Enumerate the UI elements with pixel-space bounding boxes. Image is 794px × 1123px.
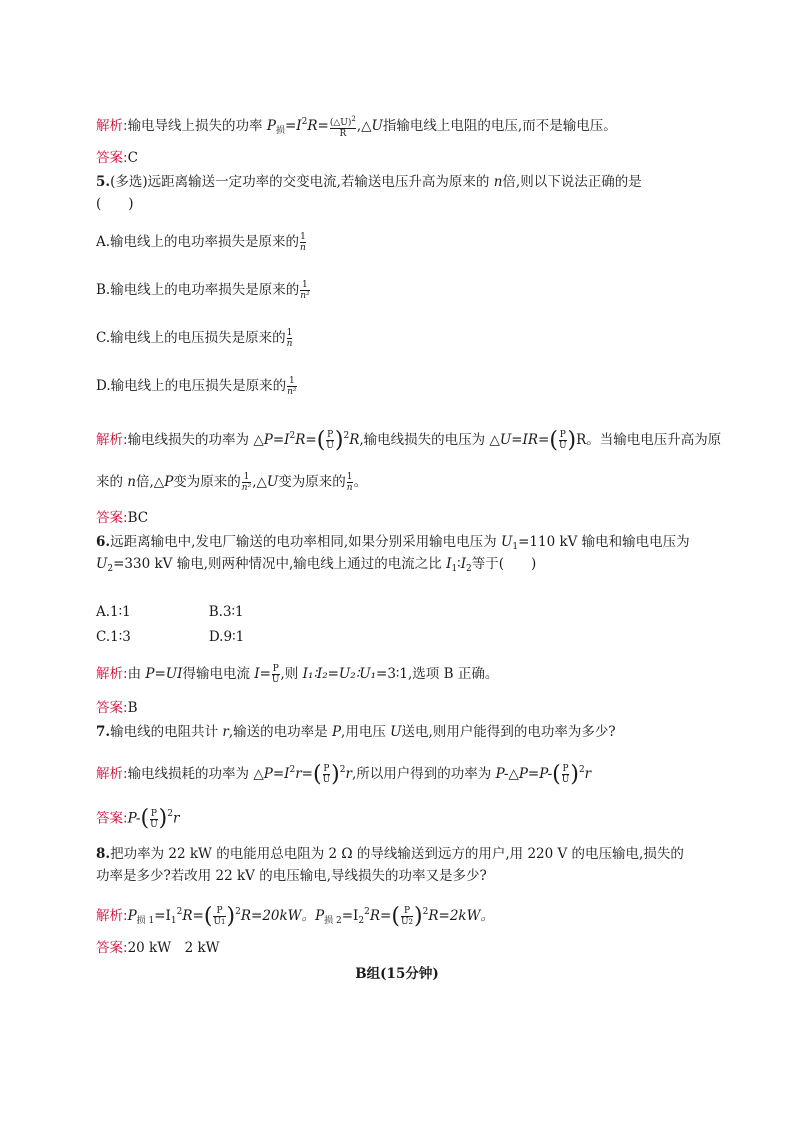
q8-stem-line1: 8.把功率为 22 kW 的电能用总电阻为 2 Ω 的导线输送到远方的用户,用 220 V 的电压输电,损失的 <box>96 846 684 862</box>
q6-option-b: B.3∶1 <box>208 604 244 620</box>
analysis-label: 解析: <box>96 118 128 134</box>
q6-options-row2 <box>96 627 244 647</box>
analysis-label: 解析: <box>96 766 128 782</box>
question-number: 5. <box>96 174 111 190</box>
question-number: 8. <box>96 846 111 862</box>
q5-paren: ( ) <box>96 196 134 212</box>
q6-stem-line1: 6.远距离输电中,发电厂输送的电功率相同,如果分别采用输电电压为 $U_1=110$ kV 输电和输电电压为 <box>96 534 690 552</box>
q4-answer: 答案:C <box>96 150 138 166</box>
q5-option-c: C.输电线上的电压损失是原来的 $\frac{1}{n}$ <box>96 328 293 349</box>
answer-label: 答案: <box>96 700 128 716</box>
q5-analysis-line1: 解析:输电线损失的功率为 $\triangle P=I^2R=$ ( $\frac{P}{U}$ ) 2 R,输电线损失的电压为 △U=IR= ( $\frac{P}{U}$ ) R。当输电电压升高为原 <box>96 427 722 453</box>
q5-option-a: A.输电线上的电功率损失是原来的 $\frac{1}{n}$ <box>96 232 306 253</box>
q5-option-d: D.输电线上的电压损失是原来的 $\frac{1}{\text{n²}}$ <box>96 376 297 397</box>
q6-options-row1 <box>96 602 244 622</box>
analysis-label: 解析: <box>96 666 128 682</box>
q7-stem: 7.输电线的电阻共计 r,输送的电功率是 P,用电压 U送电,则用户能得到的电功率为多少? <box>96 724 616 740</box>
q6-answer: 答案:B <box>96 700 138 716</box>
section-b-title: B组(15分钟) <box>355 966 439 982</box>
q8-analysis: 解析$:P_{损 1}=I_1^2R=$ ( $\frac{P}{U1}$ ) 2 R=20kW。$P_{损 2}=I_2^2R=$ ( $\frac{P}{U2}$ ) 2 R=2kW。 <box>96 903 494 929</box>
answer-label: 答案: <box>96 510 128 526</box>
answer-label: 答案: <box>96 810 128 827</box>
q6-option-c: C.1∶3 <box>96 629 131 645</box>
q7-answer: 答案:P- ( $\frac{P}{U}$ ) 2 r <box>96 806 180 831</box>
q5-stem: 5.(多选)远距离输送一定功率的交变电流,若输送电压升高为原来的 n倍,则以下说法正确的是 <box>96 174 642 190</box>
q5-answer: 答案:BC <box>96 510 149 526</box>
q6-stem-line2: $U_2=330$ kV 输电,则两种情况中,输电线上通过的电流之比 $I_1∶I_2$等于( ) <box>96 556 537 574</box>
q4-analysis: 解析:输电导线上损失的功率 $P_损=I^2R=$ $\frac{(\triangle U)^2}{R}$ ,△U指输电线上电阻的电压,而不是输电压。 <box>96 115 617 139</box>
fraction: $\frac{(\triangle U)^2}{R}$ <box>329 115 356 139</box>
question-number: 6. <box>96 534 111 550</box>
answer-label: 答案: <box>96 940 128 956</box>
question-number: 7. <box>96 724 111 740</box>
q8-answer: 答案:20 kW 2 kW <box>96 940 220 956</box>
q6-analysis: 解析:由 P=UI得输电电流 I= $\frac{P}{U}$ ,则 I₁∶I₂=U₂∶U₁=3∶1,选项 B 正确。 <box>96 664 499 685</box>
q7-analysis: 解析:输电线损耗的功率为 $\triangle P=I^2r=$ ( $\frac{P}{U}$ ) 2 r,所以用户得到的功率为 P-△P=P- ( $\frac{P}{U}$ ) 2 r <box>96 761 592 787</box>
q6-option-d: D.9∶1 <box>208 629 245 645</box>
q5-analysis-line2: 来的 n倍,△P变为原来的 $\frac{1}{\text{n²}}$ ,△U变为原来的 $\frac{1}{n}$ 。 <box>96 472 368 493</box>
q8-stem-line2: 功率是多少?若改用 22 kV 的电压输电,导线损失的功率又是多少? <box>96 868 487 884</box>
answer-label: 答案: <box>96 150 128 166</box>
q6-option-a: A.1∶1 <box>96 604 131 620</box>
q5-option-b: B.输电线上的电功率损失是原来的 $\frac{1}{\text{n²}}$ <box>96 280 310 301</box>
analysis-label: 解析: <box>96 908 128 924</box>
analysis-label: 解析: <box>96 432 128 448</box>
